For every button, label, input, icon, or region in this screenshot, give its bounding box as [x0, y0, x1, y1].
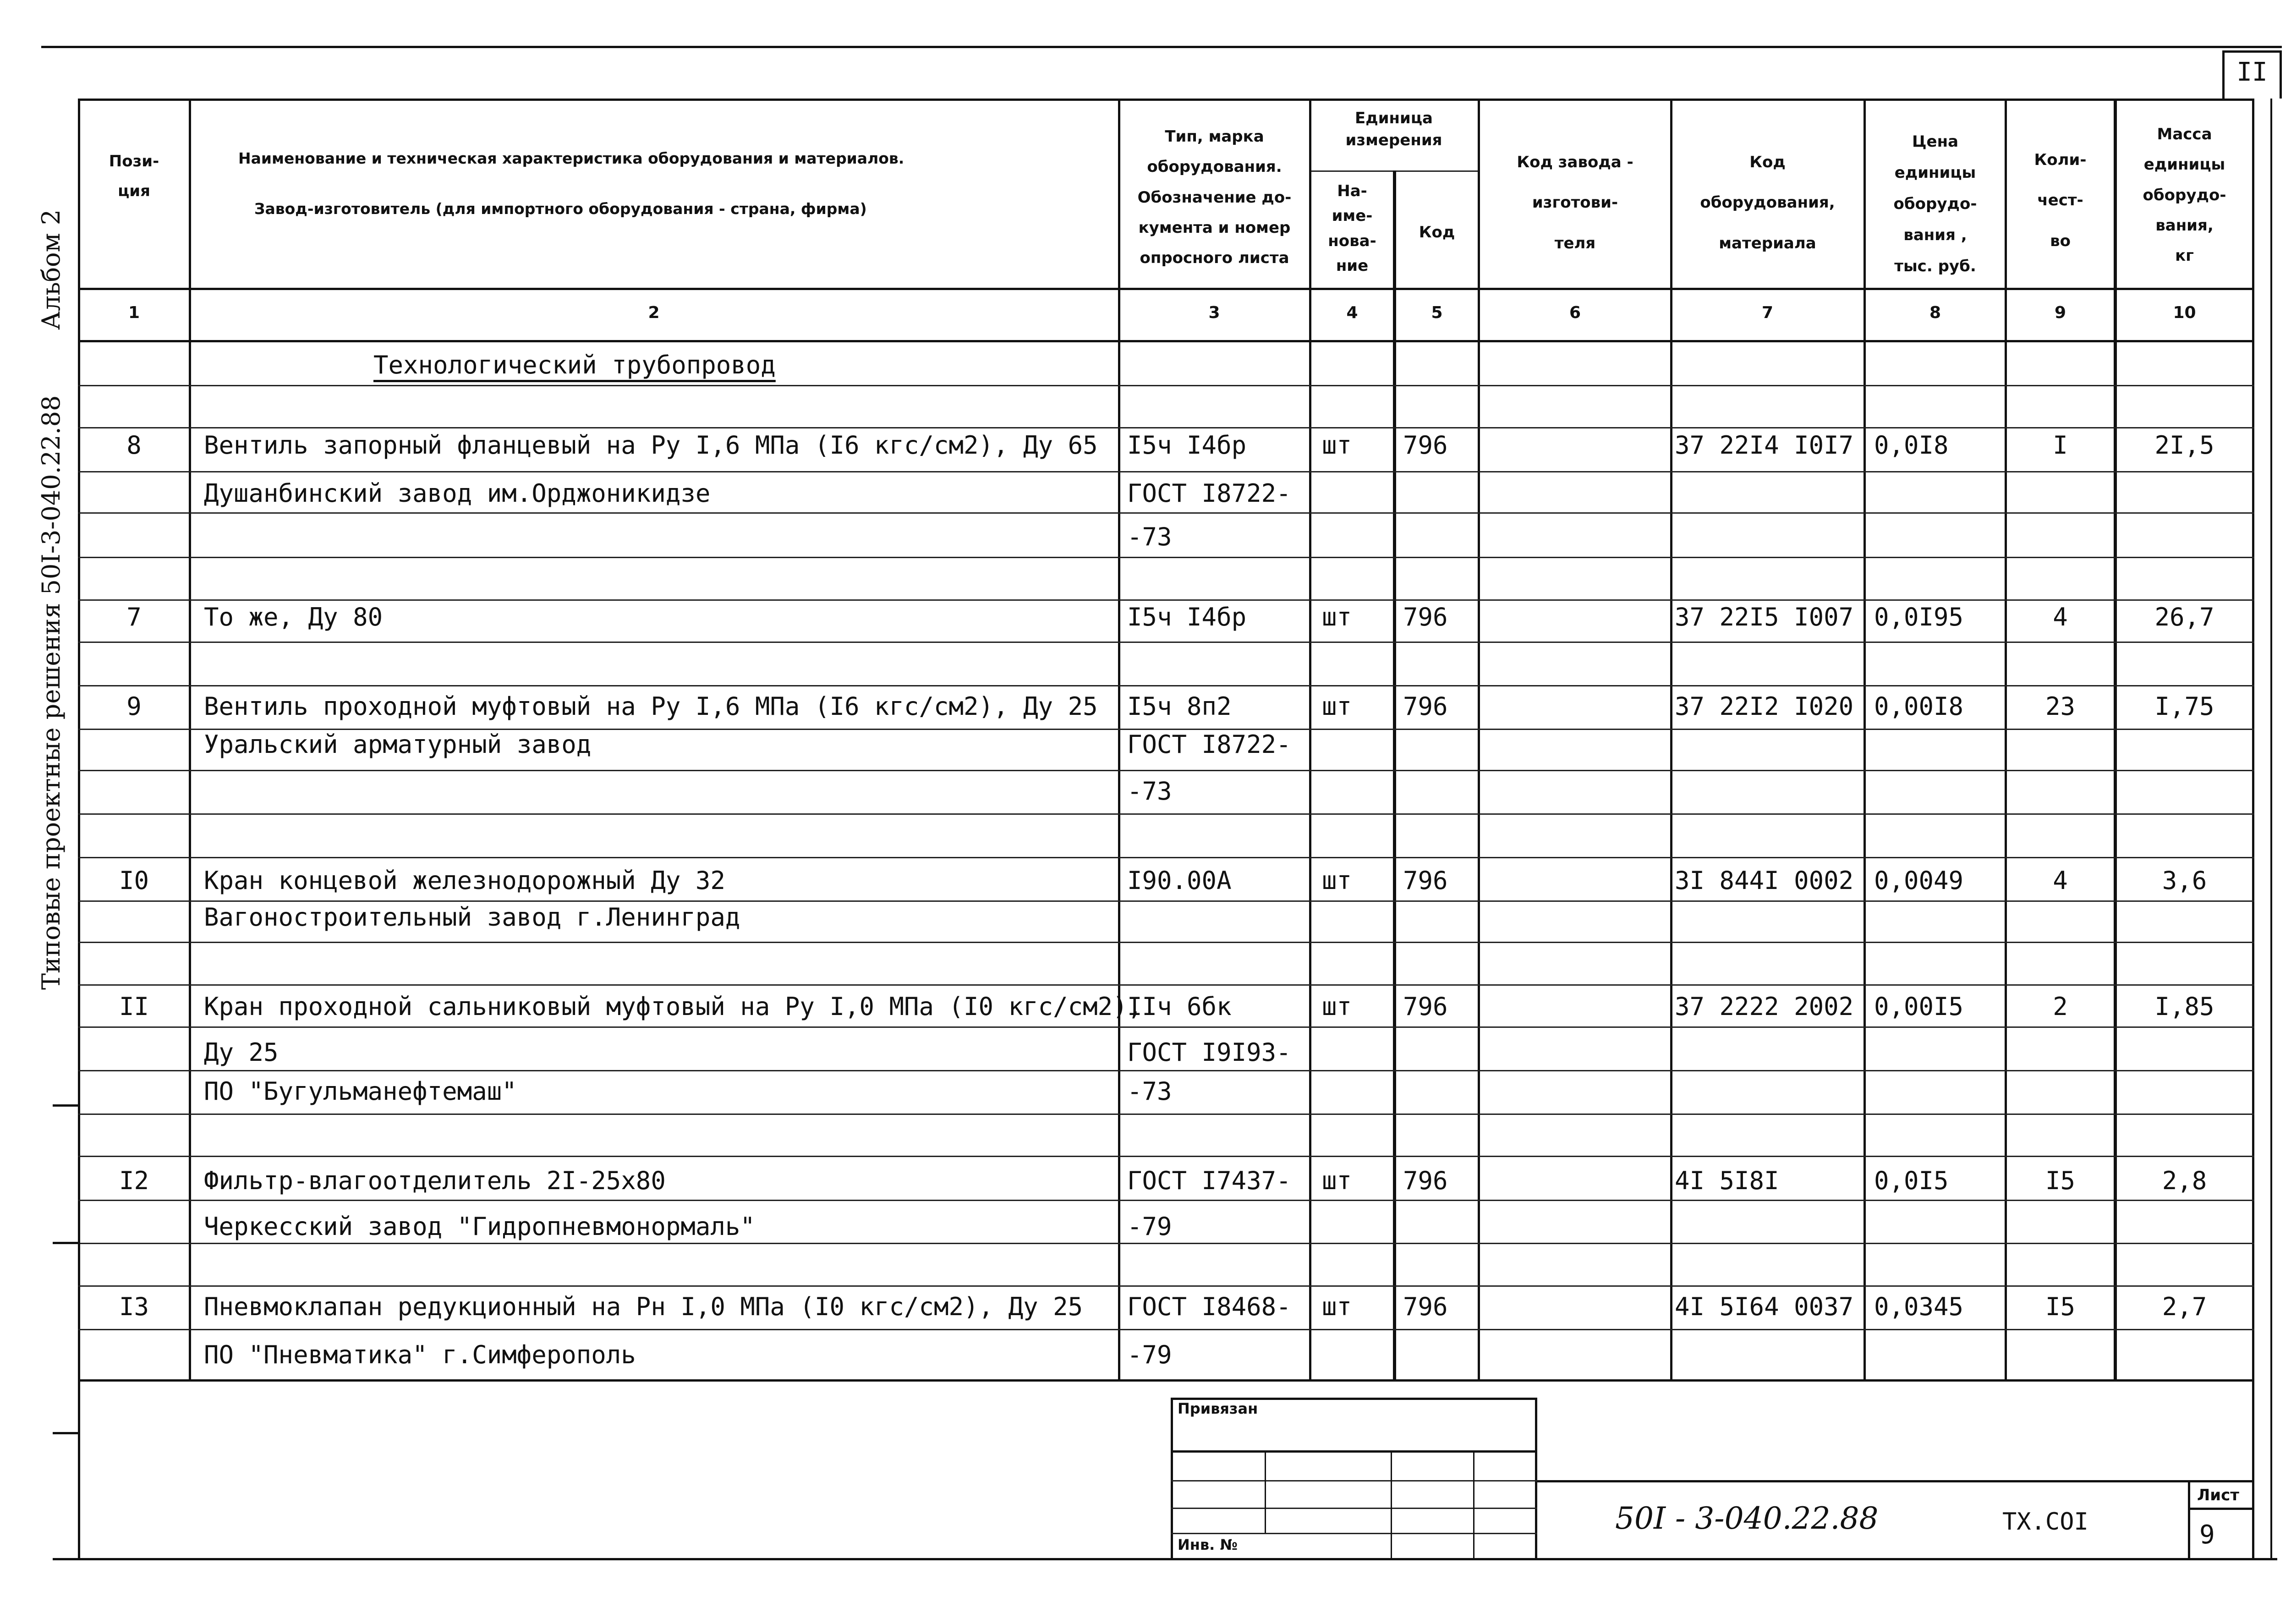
- cell-code: 4I 5I8I: [1675, 1166, 1779, 1195]
- cell-type: I5ч 8п2: [1127, 692, 1232, 721]
- table-bottom-line: [78, 1379, 2254, 1382]
- cell-unit: шт: [1322, 692, 1352, 721]
- cell-name: Фильтр-влагоотделитель 2I-25х80: [204, 1166, 666, 1195]
- cell-unit-code: 796: [1403, 603, 1448, 631]
- cell-name: Черкесский завод "Гидропневмонормаль": [204, 1212, 755, 1241]
- col-num-3: 3: [1208, 303, 1220, 322]
- cell-type: IIч 6бк: [1127, 992, 1232, 1021]
- col-num-5: 5: [1431, 303, 1443, 322]
- cell-name: Кран проходной сальниковый муфтовый на Ру I,0 МПа (I0 кгс/см2),: [204, 992, 1143, 1021]
- cell-mass: I,75: [2154, 692, 2214, 721]
- drawing-code: TX.COI: [2002, 1508, 2088, 1536]
- cell-type: -79: [1127, 1212, 1172, 1241]
- album-label: Альбом 2: [37, 209, 66, 330]
- cell-type: I5ч I4бр: [1127, 431, 1247, 460]
- cell-name: Уральский арматурный завод: [204, 730, 592, 759]
- header-quantity: Коли- чест- во: [2034, 151, 2087, 250]
- cell-qty: I: [2053, 431, 2068, 460]
- left-frame-lower: [78, 1379, 80, 1560]
- cell-qty: 4: [2053, 866, 2068, 895]
- cell-name: ПО "Пневматика" г.Симферополь: [204, 1340, 636, 1369]
- titleblock-top-line: [1537, 1480, 2254, 1482]
- cell-type: ГОСТ I8722-: [1127, 479, 1291, 508]
- sheet-box-split: [2188, 1508, 2254, 1510]
- section-title: Технологический трубопровод: [373, 351, 776, 379]
- cell-mass: 2,8: [2162, 1166, 2207, 1195]
- col-line-2: [1118, 99, 1120, 1382]
- stamp-inv-label: Инв. №: [1178, 1536, 1238, 1553]
- header-price: Цена единицы оборудо- вания , тыс. руб.: [1893, 132, 1977, 275]
- cell-qty: I5: [2045, 1292, 2076, 1321]
- row-sep: [78, 642, 2254, 643]
- cell-price: 0,0345: [1874, 1292, 1964, 1321]
- col-num-6: 6: [1569, 303, 1581, 322]
- cell-unit: шт: [1322, 431, 1352, 460]
- left-tick: [53, 1104, 80, 1107]
- cell-unit-code: 796: [1403, 1292, 1448, 1321]
- row-sep: [78, 857, 2254, 858]
- cell-pos: I2: [119, 1166, 149, 1195]
- sheet-number: 9: [2199, 1520, 2215, 1550]
- page-box-number: II: [2236, 57, 2268, 87]
- cell-price: 0,0I95: [1874, 603, 1964, 631]
- col-num-10: 10: [2173, 303, 2196, 322]
- left-tick: [53, 1432, 80, 1434]
- col-num-9: 9: [2054, 303, 2066, 322]
- row-sep: [78, 1200, 2254, 1201]
- cell-mass: I,85: [2154, 992, 2214, 1021]
- row-sep: [78, 942, 2254, 943]
- cell-type: -73: [1127, 777, 1172, 806]
- cell-code: 37 22I4 I0I7: [1675, 431, 1854, 460]
- cell-type: I90.00А: [1127, 866, 1232, 895]
- col-num-1: 1: [128, 303, 140, 322]
- cell-name: Вентиль проходной муфтовый на Ру I,6 МПа (I6 кгс/см2), Ду 25: [204, 692, 1098, 721]
- row-sep: [78, 1285, 2254, 1287]
- cell-pos: I0: [119, 866, 149, 895]
- cell-price: 0,0I8: [1874, 431, 1949, 460]
- row-sep: [78, 557, 2254, 558]
- titleblock-right-line: [2252, 1379, 2254, 1560]
- cell-price: 0,00I5: [1874, 992, 1964, 1021]
- cell-code: 4I 5I64 0037: [1675, 1292, 1854, 1321]
- col-line-6: [1670, 99, 1672, 1382]
- cell-pos: 7: [126, 603, 142, 631]
- cell-price: 0,0049: [1874, 866, 1964, 895]
- left-tick: [53, 1242, 80, 1244]
- cell-unit-code: 796: [1403, 692, 1448, 721]
- cell-type: -73: [1127, 522, 1172, 551]
- cell-qty: 2: [2053, 992, 2068, 1021]
- cell-unit-code: 796: [1403, 1166, 1448, 1195]
- row-sep: [78, 385, 2254, 386]
- col-num-7: 7: [1761, 303, 1774, 322]
- col-num-8: 8: [1929, 303, 1941, 322]
- cell-pos: 8: [126, 431, 142, 460]
- row-sep: [78, 427, 2254, 428]
- cell-name: Душанбинский завод им.Орджоникидзе: [204, 479, 711, 508]
- col-line-1: [189, 99, 191, 1382]
- header-unit: Единица измерения: [1345, 109, 1442, 149]
- frame-bottom-line: [53, 1558, 2277, 1560]
- row-sep: [78, 984, 2254, 986]
- cell-code: 3I 844I 0002: [1675, 866, 1854, 895]
- row-sep: [78, 1114, 2254, 1115]
- header-name-line1: Наименование и техническая характеристика оборудования и материалов.: [238, 149, 904, 167]
- header-bottom-line: [78, 288, 2254, 290]
- cell-type: I5ч I4бр: [1127, 603, 1247, 631]
- row-sep: [78, 1243, 2254, 1244]
- row-sep: [78, 1070, 2254, 1071]
- cell-pos: I3: [119, 1292, 149, 1321]
- row-sep: [78, 471, 2254, 472]
- row-sep: [78, 1026, 2254, 1028]
- cell-price: 0,0I5: [1874, 1166, 1949, 1195]
- cell-type: ГОСТ I9I93-: [1127, 1038, 1291, 1067]
- cell-code: 37 22I2 I020: [1675, 692, 1854, 721]
- stamp-line: [1171, 1508, 1537, 1509]
- cell-mass: 2I,5: [2154, 431, 2214, 460]
- row-sep: [78, 1156, 2254, 1157]
- cell-unit: шт: [1322, 992, 1352, 1021]
- cell-name: Ду 25: [204, 1038, 279, 1067]
- top-border-line: [41, 46, 2282, 48]
- series-label: Типовые проектные решения 50I-3-040.22.88: [37, 395, 66, 990]
- cell-type: ГОСТ I8468-: [1127, 1292, 1291, 1321]
- cell-type: -79: [1127, 1340, 1172, 1369]
- header-numbers-bottom-line: [78, 340, 2254, 342]
- cell-name: То же, Ду 80: [204, 603, 383, 631]
- cell-qty: 4: [2053, 603, 2068, 631]
- stamp-line: [1171, 1480, 1537, 1481]
- sheet-label: Лист: [2197, 1486, 2239, 1504]
- header-mass: Масса единицы оборудо- вания, кг: [2143, 125, 2226, 265]
- row-sep: [78, 599, 2254, 601]
- col-line-9: [2114, 99, 2117, 1382]
- cell-code: 37 22I5 I007: [1675, 603, 1854, 631]
- cell-unit-code: 796: [1403, 431, 1448, 460]
- cell-unit-code: 796: [1403, 992, 1448, 1021]
- cell-unit: шт: [1322, 603, 1352, 631]
- cell-name: ПО "Бугульманефтемаш": [204, 1077, 517, 1106]
- cell-unit: шт: [1322, 1292, 1352, 1321]
- cell-type: -73: [1127, 1077, 1172, 1106]
- cell-name: Вентиль запорный фланцевый на Ру I,6 МПа (I6 кгс/см2), Ду 65: [204, 431, 1098, 460]
- col-line-5: [1478, 99, 1480, 1382]
- stamp-col: [1473, 1450, 1474, 1560]
- cell-code: 37 2222 2002: [1675, 992, 1854, 1021]
- cell-name: Пневмоклапан редукционный на Рн I,0 МПа (I0 кгс/см2), Ду 25: [204, 1292, 1083, 1321]
- header-equipment-code: Код оборудования, материала: [1700, 153, 1835, 252]
- cell-mass: 2,7: [2162, 1292, 2207, 1321]
- right-margin-line: [2270, 99, 2272, 1560]
- cell-mass: 3,6: [2162, 866, 2207, 895]
- col-num-2: 2: [648, 303, 660, 322]
- col-num-4: 4: [1346, 303, 1358, 322]
- cell-type: ГОСТ I8722-: [1127, 730, 1291, 759]
- row-sep: [78, 900, 2254, 902]
- row-sep: [78, 512, 2254, 514]
- cell-mass: 26,7: [2154, 603, 2214, 631]
- header-position: Пози- ция: [109, 152, 159, 200]
- row-sep: [78, 1329, 2254, 1330]
- cell-type: ГОСТ I7437-: [1127, 1166, 1291, 1195]
- header-unit-name: На- име- нова- ние: [1328, 182, 1376, 275]
- stamp-col: [1265, 1450, 1266, 1533]
- cell-unit: шт: [1322, 866, 1352, 895]
- header-type: Тип, марка оборудования. Обозначение до- кумента и номер опросного листа: [1137, 127, 1292, 268]
- cell-unit: шт: [1322, 1166, 1352, 1195]
- header-name-line2: Завод-изготовитель (для импортного оборудования - страна, фирма): [254, 200, 867, 218]
- header-unit-code: Код: [1419, 223, 1455, 241]
- cell-qty: 23: [2045, 692, 2076, 721]
- row-sep: [78, 770, 2254, 771]
- cell-unit-code: 796: [1403, 866, 1448, 895]
- col-line-3: [1309, 99, 1311, 1382]
- header-plant-code: Код завода - изготови- теля: [1517, 153, 1633, 252]
- cell-qty: I5: [2045, 1166, 2076, 1195]
- cell-price: 0,00I8: [1874, 692, 1964, 721]
- stamp-bound-label: Привязан: [1178, 1400, 1258, 1417]
- row-sep: [78, 685, 2254, 686]
- cell-name: Кран концевой железнодорожный Ду 32: [204, 866, 725, 895]
- designation: 50I - 3-040.22.88: [1615, 1501, 1879, 1536]
- cell-pos: II: [119, 992, 149, 1021]
- stamp-line: [1171, 1450, 1537, 1453]
- stamp-line: [1171, 1533, 1537, 1534]
- stamp-col: [1391, 1450, 1392, 1560]
- cell-name: Вагоностроительный завод г.Ленинград: [204, 903, 740, 932]
- cell-pos: 9: [126, 692, 142, 721]
- row-sep: [78, 813, 2254, 815]
- col-line-7: [1863, 99, 1866, 1382]
